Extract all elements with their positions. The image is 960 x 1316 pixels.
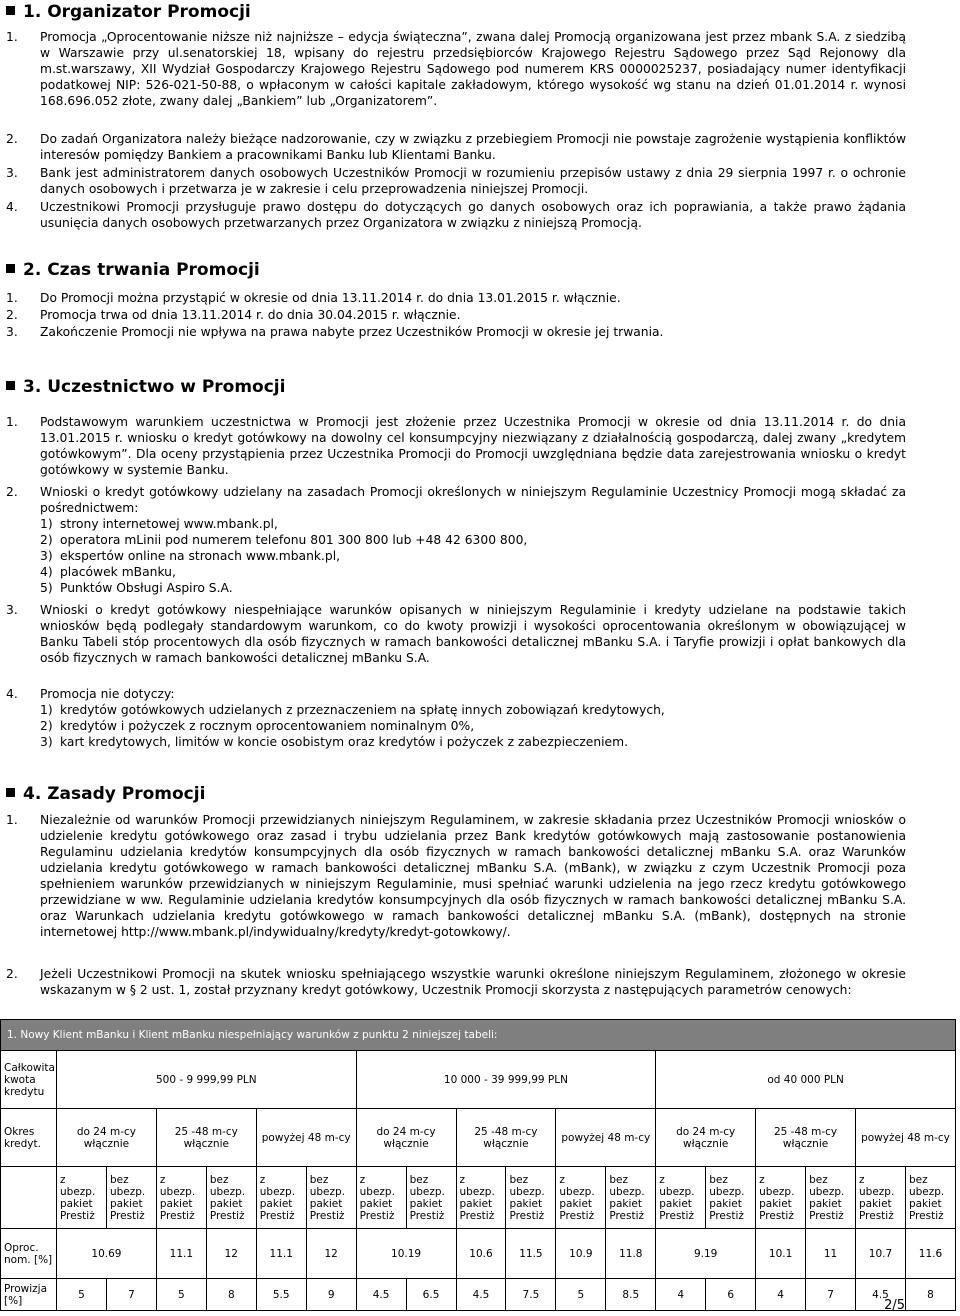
fee-cell: 4 <box>756 1279 806 1311</box>
row-label: Całkowita kwota kredytu <box>1 1051 57 1109</box>
pakiet-cell: bez ubezp. pakiet Prestiż <box>806 1167 856 1229</box>
fee-cell: 5.5 <box>256 1279 306 1311</box>
pakiet-cell: bez ubezp. pakiet Prestiż <box>905 1167 955 1229</box>
pricing-table <box>0 1019 956 1311</box>
s1-item-1: 1. Promocja „Oprocentowanie niższe niż najniższe – edycja świąteczna”, zwana dalej Promocją organizowana jest przez mbank S.A. z siedzibą w Warszawie przy ul.senatorskiej 18, wpisany do rejestru przedsiębiorców Krajowego Rejestru Sądowego przez Sąd Rejonowy dla m.st.warszawy, XII Wydział Gospodarczy Krajowego Rejestru Sądowego pod numerem KRS 0000025237, posiadający numer identyfikacji podatkowej NIP: 526-021-50-88, o wpłaconym w całości kapitale zakładowym, którego wysokość wg stanu na dzień 01.01.2014 r. wynosi 168.696.052 złote, zwany dalej „Bankiem” lub „Organizatorem”. <box>6 30 906 108</box>
pakiet-cell: bez ubezp. pakiet Prestiż <box>106 1167 156 1229</box>
amount-cell: 10 000 - 39 999,99 PLN <box>356 1051 656 1109</box>
fee-cell: 6 <box>706 1279 756 1311</box>
table-row-rates <box>1 1229 956 1279</box>
pakiet-cell: z ubezp. pakiet Prestiż <box>57 1167 107 1229</box>
period-cell: 25 -48 m-cy włącznie <box>156 1109 256 1167</box>
section-4-title: 4. Zasady Promocji <box>6 784 205 804</box>
rate-cell: 11.6 <box>905 1229 955 1279</box>
period-cell: do 24 m-cy włącznie <box>356 1109 456 1167</box>
fee-cell: 5 <box>57 1279 107 1311</box>
period-cell: powyżej 48 m-cy <box>556 1109 656 1167</box>
period-cell: do 24 m-cy włącznie <box>656 1109 756 1167</box>
rate-cell: 10.1 <box>756 1229 806 1279</box>
rate-cell: 9.19 <box>656 1229 756 1279</box>
s1-item-3: 3. Bank jest administratorem danych osobowych Uczestników Promocji w rozumieniu przepisów ustawy z dnia 29 sierpnia 1997 r. o ochronie danych osobowych i przetwarza je w zakresie i celu przeprowadzenia niniejszej Promocji. <box>6 166 906 196</box>
pakiet-cell: bez ubezp. pakiet Prestiż <box>606 1167 656 1229</box>
fee-cell: 8.5 <box>606 1279 656 1311</box>
row-label: Oproc. nom. [%] <box>1 1229 57 1279</box>
square-bullet-icon <box>6 6 15 15</box>
rate-cell: 11.8 <box>606 1229 656 1279</box>
period-cell: powyżej 48 m-cy <box>256 1109 356 1167</box>
period-cell: powyżej 48 m-cy <box>856 1109 956 1167</box>
rate-cell: 11 <box>806 1229 856 1279</box>
amount-cell: od 40 000 PLN <box>656 1051 956 1109</box>
fee-cell: 4.5 <box>356 1279 406 1311</box>
rate-cell: 12 <box>306 1229 356 1279</box>
s1-item-2: 2. Do zadań Organizatora należy bieżące nadzorowanie, czy w związku z przebiegiem Promocji nie powstaje zagrożenie wystąpienia konfliktów interesów pomiędzy Bankiem a pracownikami Banku lub Klientami Banku. <box>6 132 906 162</box>
rate-cell: 12 <box>206 1229 256 1279</box>
pakiet-cell: z ubezp. pakiet Prestiż <box>556 1167 606 1229</box>
list-item: 5) Punktów Obsługi Aspiro S.A. <box>40 581 233 595</box>
rate-cell: 10.6 <box>456 1229 506 1279</box>
fee-cell: 5 <box>556 1279 606 1311</box>
list-item: 4) placówek mBanku, <box>40 565 176 579</box>
pakiet-cell: bez ubezp. pakiet Prestiż <box>506 1167 556 1229</box>
list-item: 3) kart kredytowych, limitów w koncie osobistym oraz kredytów i pożyczek z zabezpieczeniem. <box>40 735 629 749</box>
s2-item-3: 3. Zakończenie Promocji nie wpływa na prawa nabyte przez Uczestników Promocji w okresie jej trwania. <box>6 325 664 339</box>
rate-cell: 10.69 <box>57 1229 157 1279</box>
s3-item-2: 2. Wnioski o kredyt gotówkowy udzielany na zasadach Promocji określonych w niniejszym Regulaminie Uczestnicy Promocji mogą składać za pośrednictwem: 1) strony internetowej www.mbank.pl, 2) operatora mLinii pod numerem telefonu 801 300 800 lub +48 42 6300 800, 3) ekspertów online na stronach www.mbank.pl, 4) placówek mBanku, 5) Punktów Obsługi Aspiro S.A. <box>6 485 906 595</box>
row-label: Prowizja [%] <box>1 1279 57 1311</box>
pakiet-cell: z ubezp. pakiet Prestiż <box>156 1167 206 1229</box>
pakiet-cell: z ubezp. pakiet Prestiż <box>756 1167 806 1229</box>
s2-item-2: 2. Promocja trwa od dnia 13.11.2014 r. do dnia 30.04.2015 r. włącznie. <box>6 308 461 322</box>
fee-cell: 6.5 <box>406 1279 456 1311</box>
pakiet-cell: z ubezp. pakiet Prestiż <box>356 1167 406 1229</box>
fee-cell: 5 <box>156 1279 206 1311</box>
list-item: 2) operatora mLinii pod numerem telefonu 801 300 800 lub +48 42 6300 800, <box>40 533 528 547</box>
s1-item-4: 4. Uczestnikowi Promocji przysługuje prawo dostępu do dotyczących go danych osobowych oraz ich poprawiania, a także prawo żądania usunięcia danych osobowych przetwarzanych przez Organizatora w związku z niniejszą Promocją. <box>6 200 906 230</box>
s4-item-1: 1. Niezależnie od warunków Promocji przewidzianych niniejszym Regulaminem, w zakresie składania przez Uczestników Promocji wniosków o udzielenie kredytu gotówkowego oraz zasad i trybu udzielania przez Bank kredytów gotówkowych mają zastosowanie postanowienia Regulaminu udzielania kredytów konsumpcyjnych dla osób fizycznych w ramach bankowości detalicznej mBanku S.A. oraz Warunków udzielania kredytu gotówkowego w ramach bankowości detalicznej mBanku S.A. (mBank), w związku z czym Uczestnik Promocji poza spełnieniem warunków przewidzianych w niniejszym Regulaminie, musi spełniać warunki udzielenia na jego rzecz kredytu gotówkowego przewidziane w ww. Regulaminie udzielania kredytów konsumpcyjnych dla osób fizycznych w ramach bankowości detalicznej mBanku S.A. oraz Warunkach udzielania kredytu gotówkowego w ramach bankowości detalicznej mBanku S.A. (mBank), dostępnych na stronie internetowej http://www.mbank.pl/indywidualny/kredyty/kredyt-gotowkowy/. <box>6 813 906 939</box>
s2-item-1: 1. Do Promocji można przystąpić w okresie od dnia 13.11.2014 r. do dnia 13.01.2015 r. włącznie. <box>6 291 621 305</box>
s3-item-3: 3. Wnioski o kredyt gotówkowy niespełniające warunków opisanych w niniejszym Regulaminie i kredyty udzielane na podstawie takich wniosków będą podlegały standardowym warunkom, co do kwoty prowizji i wysokości oprocentowania określonym w obowiązującej w Banku Tabeli stóp procentowych dla osób fizycznych w ramach bankowości detalicznej mBanku S.A. i Taryfie prowizji i opłat bankowych dla osób fizycznych w ramach bankowości detalicznej mBanku S.A. <box>6 603 906 665</box>
list-item: 1) strony internetowej www.mbank.pl, <box>40 517 278 531</box>
section-2-title: 2. Czas trwania Promocji <box>6 260 260 280</box>
pakiet-cell: bez ubezp. pakiet Prestiż <box>306 1167 356 1229</box>
pakiet-cell: z ubezp. pakiet Prestiż <box>856 1167 906 1229</box>
pakiet-cell: bez ubezp. pakiet Prestiż <box>206 1167 256 1229</box>
table-row-fees <box>1 1279 956 1311</box>
pakiet-cell: z ubezp. pakiet Prestiż <box>656 1167 706 1229</box>
rate-cell: 10.9 <box>556 1229 606 1279</box>
period-cell: 25 -48 m-cy włącznie <box>756 1109 856 1167</box>
s3-item-1: 1. Podstawowym warunkiem uczestnictwa w Promocji jest złożenie przez Uczestnika Promocji w okresie od dnia 13.11.2014 r. do dnia 13.01.2015 r. wniosku o kredyt gotówkowy na dowolny cel konsumpcyjny niezwiązany z działalnością gospodarczą, dalej zwany „kredytem gotówkowym”. Dla oceny przystąpienia przez Uczestnika Promocji do Promocji uwzględniana będzie data zarejestrowania wniosku o kredyt gotówkowy w systemie Banku. <box>6 415 906 477</box>
period-cell: do 24 m-cy włącznie <box>57 1109 157 1167</box>
pakiet-cell: z ubezp. pakiet Prestiż <box>456 1167 506 1229</box>
fee-cell: 4.5 <box>856 1279 906 1311</box>
amount-cell: 500 - 9 999,99 PLN <box>57 1051 357 1109</box>
fee-cell: 7 <box>806 1279 856 1311</box>
rate-cell: 11.5 <box>506 1229 556 1279</box>
period-cell: 25 -48 m-cy włącznie <box>456 1109 556 1167</box>
section-3-title: 3. Uczestnictwo w Promocji <box>6 377 285 397</box>
exclusion-list <box>40 702 906 750</box>
list-item: 3) ekspertów online na stronach www.mbank.pl, <box>40 549 341 563</box>
page-number: 2/5 <box>884 1298 905 1313</box>
fee-cell: 4.5 <box>456 1279 506 1311</box>
fee-cell: 8 <box>206 1279 256 1311</box>
table-header: 1. Nowy Klient mBanku i Klient mBanku niespełniający warunków z punktu 2 niniejszej tabeli: <box>1 1020 956 1051</box>
fee-cell: 9 <box>306 1279 356 1311</box>
square-bullet-icon <box>6 788 15 797</box>
pricing-table-wrap <box>0 1019 956 1311</box>
channel-list <box>40 516 906 596</box>
s3-item-4: 4. Promocja nie dotyczy: 1) kredytów gotówkowych udzielanych z przeznaczeniem na spłatę innych zobowiązań kredytowych, 2) kredytów i pożyczek z rocznym oprocentowaniem nominalnym 0%, 3) kart kredytowych, limitów w koncie osobistym oraz kredytów i pożyczek z zabezpieczeniem. <box>6 686 906 750</box>
fee-cell: 7.5 <box>506 1279 556 1311</box>
rate-cell: 11.1 <box>156 1229 206 1279</box>
table-row <box>1 1051 956 1109</box>
table-row <box>1 1167 956 1229</box>
list-item: 2) kredytów i pożyczek z rocznym oprocentowaniem nominalnym 0%, <box>40 719 475 733</box>
square-bullet-icon <box>6 381 15 390</box>
list-item: 1) kredytów gotówkowych udzielanych z przeznaczeniem na spłatę innych zobowiązań kredytowych, <box>40 703 665 717</box>
s4-item-2: 2. Jeżeli Uczestnikowi Promocji na skutek wniosku spełniającego wszystkie warunki określone niniejszym Regulaminem, złożonego w okresie wskazanym w § 2 ust. 1, został przyznany kredyt gotówkowy, Uczestnik Promocji skorzysta z następujących parametrów cenowych: <box>6 967 906 997</box>
pakiet-cell: bez ubezp. pakiet Prestiż <box>406 1167 456 1229</box>
rate-cell: 11.1 <box>256 1229 306 1279</box>
rate-cell: 10.7 <box>856 1229 906 1279</box>
section-1-title: 1. Organizator Promocji <box>6 2 251 22</box>
row-label: Okres kredyt. <box>1 1109 57 1167</box>
square-bullet-icon <box>6 264 15 273</box>
fee-cell: 7 <box>106 1279 156 1311</box>
table-row <box>1 1109 956 1167</box>
fee-cell: 8 <box>905 1279 955 1311</box>
pakiet-cell: bez ubezp. pakiet Prestiż <box>706 1167 756 1229</box>
pakiet-cell: z ubezp. pakiet Prestiż <box>256 1167 306 1229</box>
fee-cell: 4 <box>656 1279 706 1311</box>
rate-cell: 10.19 <box>356 1229 456 1279</box>
table-header-row <box>1 1020 956 1051</box>
